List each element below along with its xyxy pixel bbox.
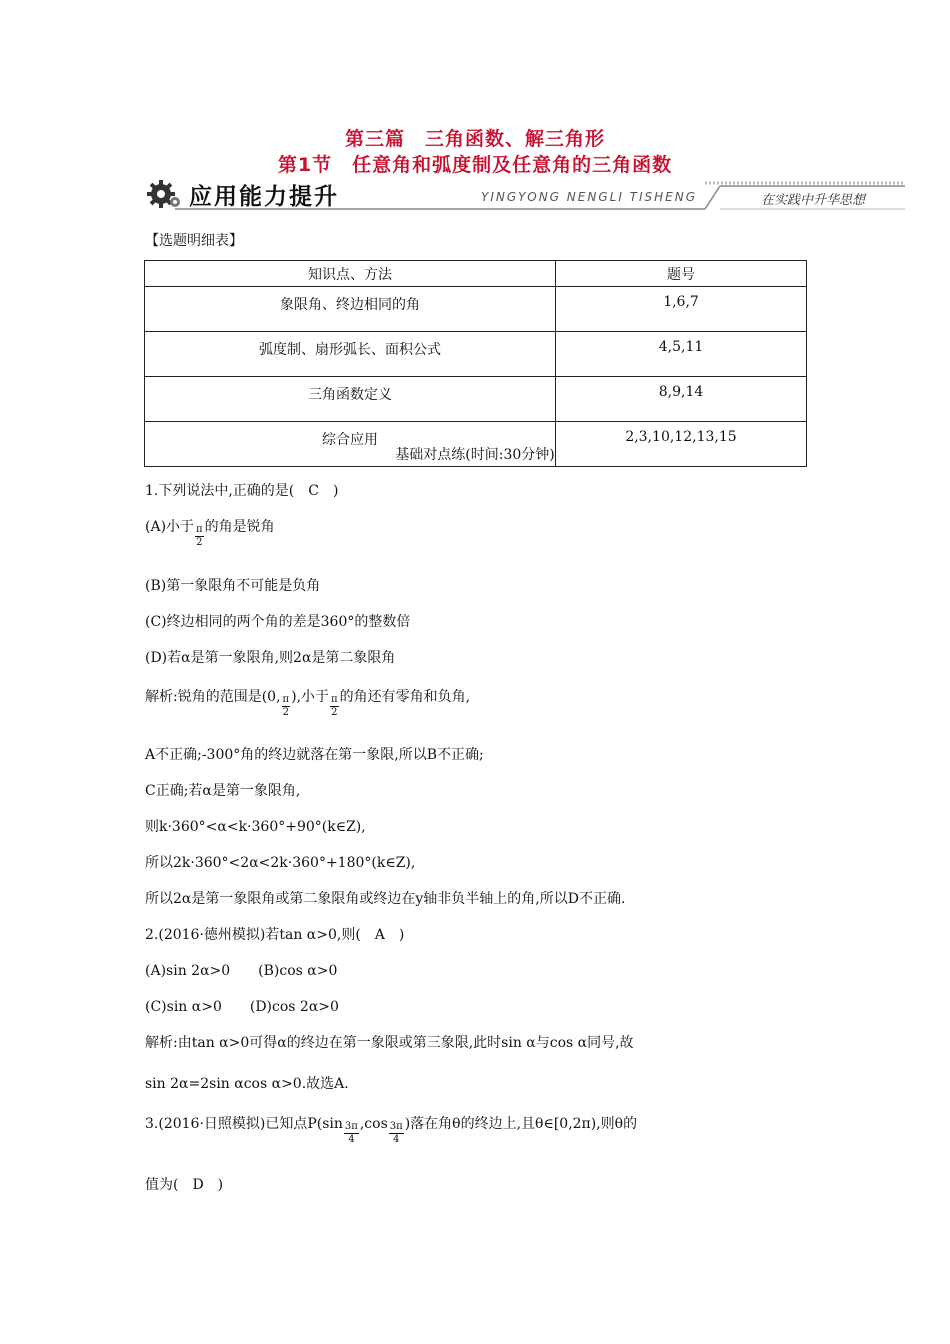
q3-stem: [145, 1113, 637, 1146]
solution-text: 解析:锐角的范围是(0,: [145, 689, 281, 705]
banner-english: YINGYONG NENGLI TISHENG: [481, 190, 698, 204]
fraction-denominator: 4: [393, 1134, 400, 1145]
q3-stem-text: ,cos: [359, 1116, 388, 1132]
banner-title: 应用能力提升: [189, 184, 339, 210]
banner: [145, 176, 905, 212]
table-cell: 2,3,10,12,13,15: [556, 422, 807, 467]
fraction-pi-over-2: [195, 524, 204, 549]
q2-solution-line: sin 2α=2sin αcos α>0.故选A.: [145, 1076, 349, 1092]
table-header-cell: 题号: [556, 261, 807, 287]
q1-option-c: (C)终边相同的两个角的差是360°的整数倍: [145, 614, 411, 630]
fraction-denominator: 2: [282, 707, 290, 718]
q1-option-a-text: 的角是锐角: [204, 519, 275, 535]
table-label: 【选题明细表】: [145, 233, 243, 249]
fraction-pi-over-2: [330, 694, 339, 719]
fraction-denominator: 4: [348, 1134, 355, 1145]
table-row: [145, 377, 807, 422]
q1-option-d: (D)若α是第一象限角,则2α是第二象限角: [145, 650, 396, 666]
banner-slogan: 在实践中升华思想: [761, 193, 866, 208]
q2-solution-line: 解析:由tan α>0可得α的终边在第一象限或第三象限,此时sin α与cos α同号,故: [145, 1035, 634, 1051]
q2-stem: 2.(2016·德州模拟)若tan α>0,则( A ): [145, 927, 405, 943]
chapter-title: 第三篇 三角函数、解三角形: [344, 128, 605, 150]
table-cell: 三角函数定义: [145, 377, 556, 422]
solution-text: 的角还有零角和负角,: [339, 689, 471, 705]
table-cell: 4,5,11: [556, 332, 807, 377]
small-gear-icon: [170, 197, 180, 207]
fraction-denominator: 2: [331, 707, 338, 718]
section-title: 第1节 任意角和弧度制及任意角的三角函数: [277, 154, 673, 176]
q1-option-a: [145, 516, 275, 549]
fraction-numerator: 3π: [344, 1121, 358, 1132]
q2-options: (C)sin α>0 (D)cos 2α>0: [145, 999, 339, 1015]
q2-options: (A)sin 2α>0 (B)cos α>0: [145, 963, 338, 979]
q1-option-b: (B)第一象限角不可能是负角: [145, 578, 321, 594]
solution-text: ),小于: [291, 689, 330, 705]
q1-solution-line: [145, 686, 470, 719]
fraction-numerator: π: [331, 694, 338, 705]
fraction-numerator: 3π: [389, 1121, 403, 1132]
table-header-cell: 知识点、方法: [145, 261, 556, 287]
q1-stem: 1.下列说法中,正确的是( C ): [145, 483, 339, 499]
topic-table: [144, 260, 807, 467]
table-cell: 综合应用: [145, 422, 556, 467]
fraction-numerator: π: [196, 524, 203, 535]
q1-solution-line: A不正确;-300°角的终边就落在第一象限,所以B不正确;: [145, 747, 484, 763]
table-cell: 8,9,14: [556, 377, 807, 422]
table-cell: 象限角、终边相同的角: [145, 287, 556, 332]
fraction-numerator: π: [282, 694, 290, 705]
fraction-pi-over-2: [282, 694, 291, 719]
table-cell: 1,6,7: [556, 287, 807, 332]
q3-stem-continued: 值为( D ): [145, 1177, 224, 1193]
table-row: [145, 287, 807, 332]
fraction-3pi-over-4: [389, 1121, 404, 1146]
fraction-3pi-over-4: [344, 1121, 359, 1146]
q1-solution-line: 则k·360°<α<k·360°+90°(k∈Z),: [145, 819, 366, 835]
q3-stem-text: )落在角θ的终边上,且θ∈[0,2π),则θ的: [404, 1116, 638, 1132]
q1-solution-line: 所以2k·360°<2α<2k·360°+180°(k∈Z),: [145, 855, 416, 871]
q1-solution-line: C正确;若α是第一象限角,: [145, 783, 301, 799]
q1-solution-line: 所以2α是第一象限角或第二象限角或终边在y轴非负半轴上的角,所以D不正确.: [145, 891, 626, 907]
fraction-denominator: 2: [196, 537, 203, 548]
q3-stem-text: 3.(2016·日照模拟)已知点P(sin: [145, 1116, 343, 1132]
q1-option-a-text: (A)小于: [145, 519, 195, 535]
practice-caption: 基础对点练(时间:30分钟): [395, 447, 555, 463]
table-row: [145, 332, 807, 377]
table-header-row: [145, 261, 807, 287]
table-cell: 弧度制、扇形弧长、面积公式: [145, 332, 556, 377]
